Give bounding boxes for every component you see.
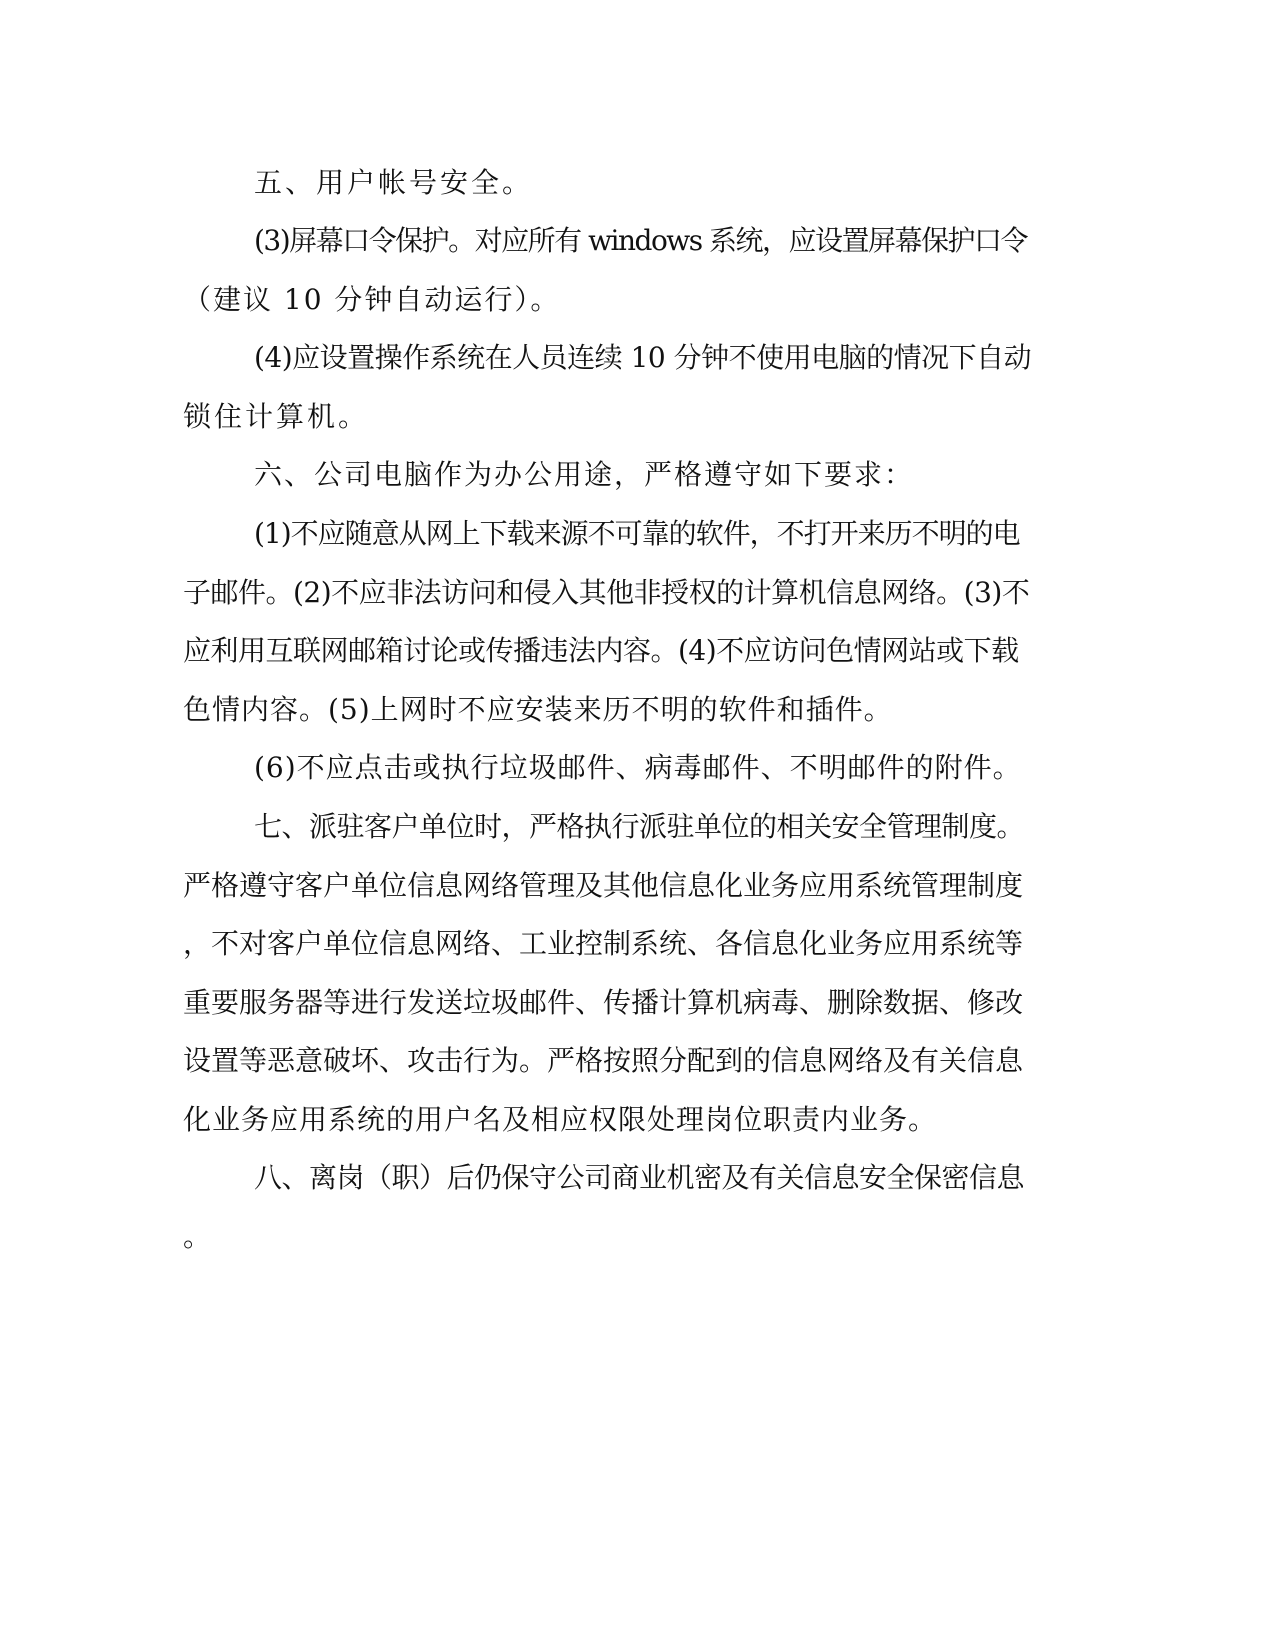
paragraph-line: （建议 10 分钟自动运行）。 — [183, 283, 561, 316]
paragraph-line: 锁住计算机。 — [183, 400, 370, 433]
paragraph-line: 设置等恶意破坏、攻击行为。严格按照分配到的信息网络及有关信息 — [183, 1044, 1024, 1077]
paragraph-line: (6)不应点击或执行垃圾邮件、病毒邮件、不明邮件的附件。 — [254, 751, 1022, 784]
paragraph-line: 子邮件。(2)不应非法访问和侵入其他非授权的计算机信息网络。(3)不 — [183, 576, 1030, 609]
section-5-heading: 五、用户帐号安全。 — [254, 166, 534, 199]
paragraph-line: 严格遵守客户单位信息网络管理及其他信息化业务应用系统管理制度 — [183, 869, 1024, 902]
paragraph-line: 化业务应用系统的用户名及相应权限处理岗位职责内业务。 — [183, 1103, 938, 1136]
paragraph-line: 重要服务器等进行发送垃圾邮件、传播计算机病毒、删除数据、修改 — [183, 986, 1024, 1019]
paragraph-line: 应利用互联网邮箱讨论或传播违法内容。(4)不应访问色情网站或下载 — [183, 634, 1019, 667]
paragraph-line: (1)不应随意从网上下载来源不可靠的软件，不打开来历不明的电 — [254, 517, 1020, 550]
paragraph-line: 色情内容。(5)上网时不应安装来历不明的软件和插件。 — [183, 693, 893, 726]
paragraph-line: 。 — [183, 1220, 213, 1253]
section-7-heading: 七、派驻客户单位时，严格执行派驻单位的相关安全管理制度。 — [254, 810, 1025, 843]
paragraph-line: ，不对客户单位信息网络、工业控制系统、各信息化业务应用系统等 — [183, 927, 1024, 960]
section-8-heading: 八、离岗（职）后仍保守公司商业机密及有关信息安全保密信息 — [254, 1161, 1025, 1194]
section-6-heading: 六、公司电脑作为办公用途，严格遵守如下要求： — [254, 458, 915, 491]
paragraph-line: (3)屏幕口令保护。对应所有 windows 系统，应设置屏幕保护口令 — [254, 224, 1028, 257]
paragraph-line: (4)应设置操作系统在人员连续 10 分钟不使用电脑的情况下自动 — [254, 341, 1032, 374]
